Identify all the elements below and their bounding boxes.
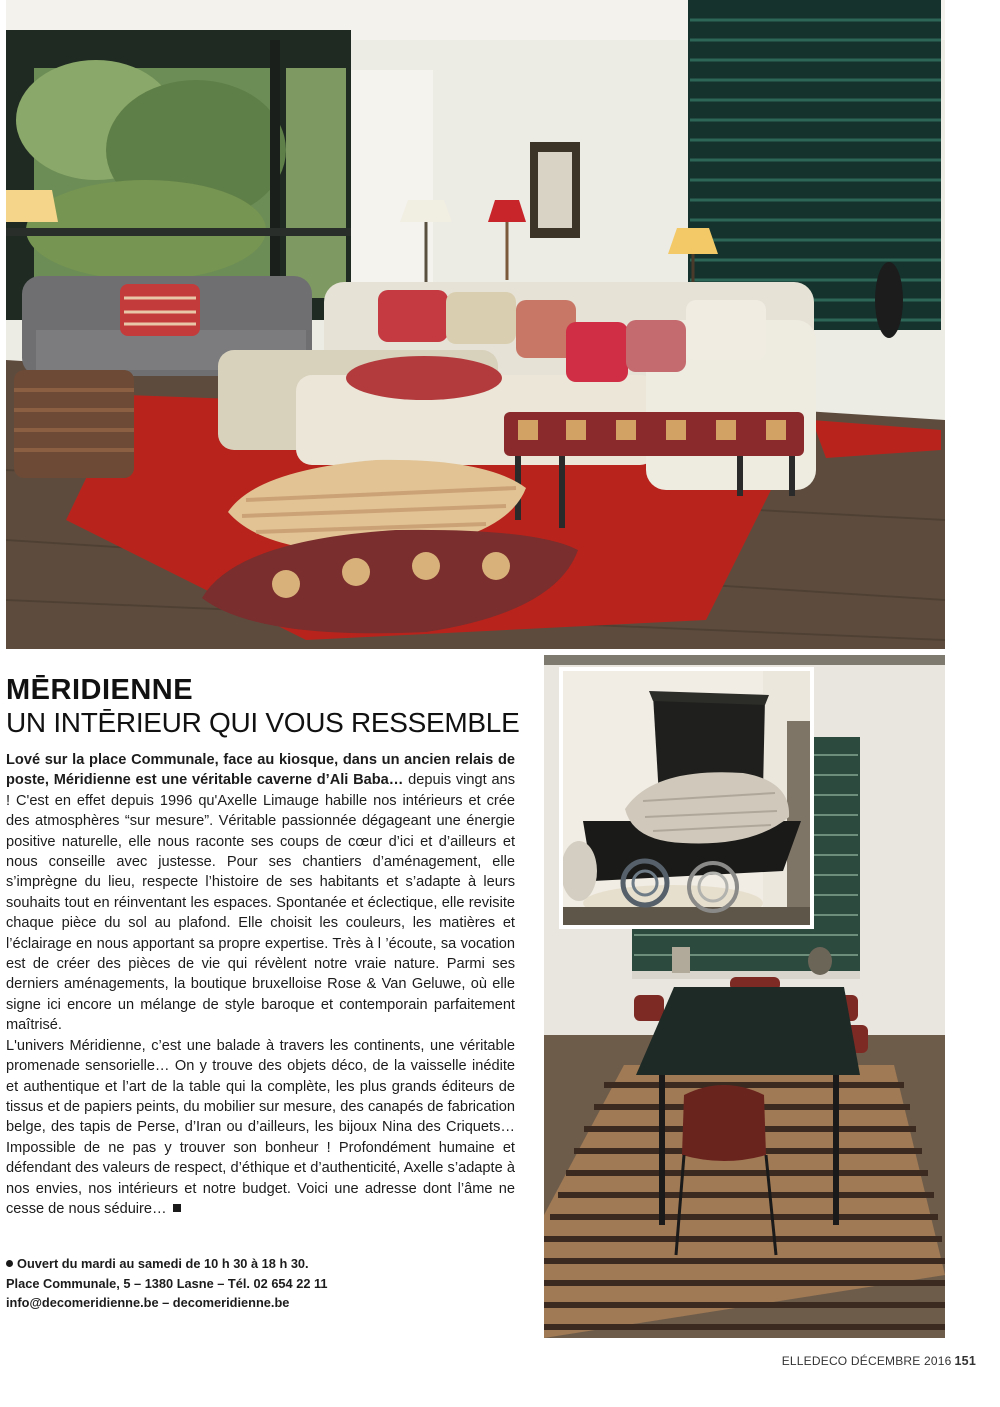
article-headline: [6, 676, 536, 737]
article-subtitle: UN INTĒRIEUR QUI VOUS RESSEMBLE: [6, 707, 520, 738]
article-paragraph-1: [6, 750, 515, 1036]
article-paragraph-2-text: L'univers Méridienne, c’est une balade à travers les continents, une véritable promenade sensorielle… On y trouve des objets déco, de la vaisselle inédite et authentique et l’art de la table qui la complète, les plus grands éditeurs de tissus et de papiers peints, du mobilier sur mesure, des canapés de fabrication belge, des tapis de Perse, d’Iran ou d’ailleurs, les bijoux Nina des Criquets… Impossible de ne pas y trouver son bonheur ! Profondément humaine et défendant des valeurs de respect, d’éthique et d’authenticité, Axelle s’adapte à nos envies, nos intérieurs et notre budget. Voici une adresse dont l’âme ne cesse de nous séduire…: [6, 1037, 515, 1217]
opening-hours: [6, 1254, 526, 1274]
practical-info: [6, 1254, 526, 1313]
contact-links: info@decomeridienne.be – decomeridienne.be: [6, 1295, 290, 1311]
bullet-icon: [6, 1260, 13, 1267]
article-title: MĒRIDIENNE: [6, 674, 194, 706]
opening-hours-text: Ouvert du mardi au samedi de 10 h 30 à 18 h 30.: [17, 1256, 309, 1271]
article-lead: Lové sur la place Communale, face au kiosque, dans un ancien relais de poste, Méridienne est une véritable caverne d’Ali Baba…: [6, 752, 515, 789]
magazine-issue: ELLEDECO DÉCEMBRE 2016: [781, 1354, 952, 1368]
article-paragraph-2: [6, 1036, 515, 1220]
living-room-photo: [6, 0, 945, 649]
page-folio: [782, 1354, 976, 1368]
page-number: 151: [954, 1354, 976, 1368]
address: Place Communale, 5 – 1380 Lasne – Tél. 02 654 22 11: [6, 1275, 328, 1291]
article-body: [6, 750, 515, 1219]
article-paragraph-1-text: depuis vingt ans ! C'est en effet depuis 1996 qu'Axelle Limauge habille nos intérieurs et crée des atmosphères “sur mesure”. Véritable passionnée dégageant une énergie positive naturelle, elle nous raconte ses coups de cœur d’ici et d’ailleurs et nous conseille avec justesse. Pour ses chantiers d’aménagement, elle s’imprègne du lieu, respecte l’histoire de ses habitants et s’adapte à leurs souhaits tout en réinventant les espaces. Spontanée et éclectique, elle revisite chaque pièce du sol au plafond. Elle choisit les couleurs, les matières et l’éclairage en nous apportant sa propre expertise. Très à l ’écoute, sa vocation est de créer des pièces de vie qui révèlent notre vraie nature. Parmi ses derniers aménagements, la boutique bruxelloise Rose & Van Geluwe, où elle signe ici encore un mélange de style baroque et contemporain parfaitement maîtrisé.: [6, 772, 515, 1034]
inset-chair-photo: [559, 667, 814, 929]
end-of-article-square-icon: [173, 1204, 181, 1212]
